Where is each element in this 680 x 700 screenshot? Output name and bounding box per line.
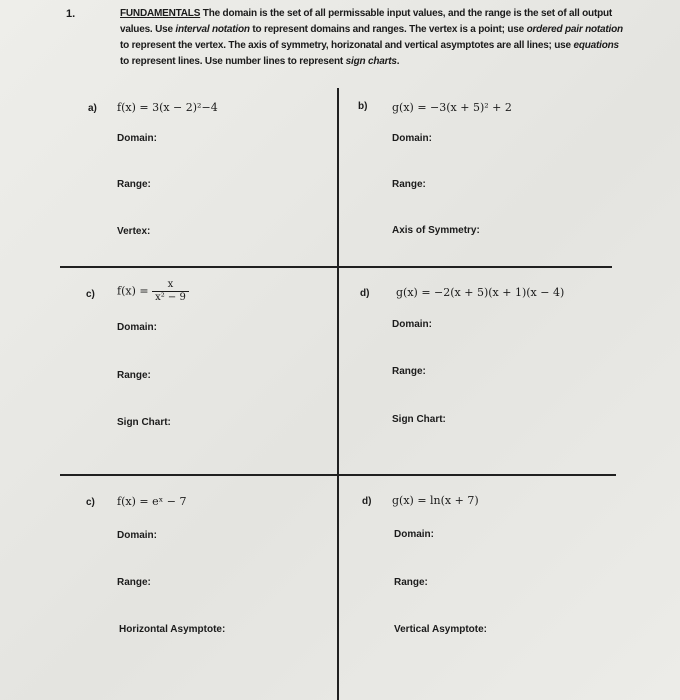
instructions-emphasis: sign charts [345,56,397,67]
part-c1-range-label: Range: [117,370,151,381]
part-c1-numerator: x [152,279,189,292]
instructions-paragraph [120,6,625,70]
part-c2-function: f(x) = eˣ − 7 [117,495,187,508]
instructions-emphasis: equations [573,40,619,51]
part-b-function: g(x) = −3(x + 5)² + 2 [392,101,512,114]
part-d1-domain-label: Domain: [392,319,432,330]
instructions-text: The domain is the set of all permissable input values, and the range is the set of all output values. Use [120,8,613,35]
part-c2-asymptote-label: Horizontal Asymptote: [119,624,226,635]
part-a-function: f(x) = 3(x − 2)²−4 [117,101,218,114]
part-b-range-label: Range: [392,179,426,190]
instructions-text: to represent the vertex. The axis of symmetry, horizonatal and vertical asymptotes are all lines; use [120,40,574,51]
part-c1-letter: c) [86,289,95,300]
part-c1-sign-chart-label: Sign Chart: [117,417,171,428]
part-c1-denominator: x² − 9 [155,292,186,303]
part-d2-domain-label: Domain: [394,529,434,540]
part-d2-range-label: Range: [394,577,428,588]
horizontal-divider-1 [60,266,612,268]
part-a-letter: a) [88,103,97,114]
part-a-vertex-label: Vertex: [117,226,151,237]
horizontal-divider-2 [60,474,616,476]
part-d1-range-label: Range: [392,366,426,377]
part-c2-range-label: Range: [117,577,151,588]
part-d2-asymptote-label: Vertical Asymptote: [394,624,487,635]
question-number: 1. [66,8,76,20]
part-b-letter: b) [358,101,368,112]
instructions-text: . [396,56,400,67]
part-b-domain-label: Domain: [392,133,432,144]
instructions-text: to represent lines. Use number lines to represent [120,56,346,67]
part-c1-fraction [152,279,189,304]
part-c1-lhs: f(x) = [117,284,149,298]
instructions-text: to represent domains and ranges. The vertex is a point; use [249,24,527,35]
part-c1-function [117,279,189,304]
part-c1-domain-label: Domain: [117,322,157,333]
part-d2-function: g(x) = ln(x + 7) [392,494,479,507]
part-d1-letter: d) [360,288,370,299]
part-a-range-label: Range: [117,179,151,190]
instructions-emphasis: interval notation [175,24,250,35]
part-d1-function: g(x) = −2(x + 5)(x + 1)(x − 4) [396,286,565,299]
part-d1-sign-chart-label: Sign Chart: [392,414,446,425]
instructions-heading: FUNDAMENTALS [120,8,201,19]
instructions-emphasis: ordered pair notation [526,24,623,35]
vertical-divider [337,88,339,700]
part-c2-letter: c) [86,497,95,508]
part-b-axis-label: Axis of Symmetry: [392,225,480,236]
part-d2-letter: d) [362,496,372,507]
part-a-domain-label: Domain: [117,133,157,144]
part-c2-domain-label: Domain: [117,530,157,541]
